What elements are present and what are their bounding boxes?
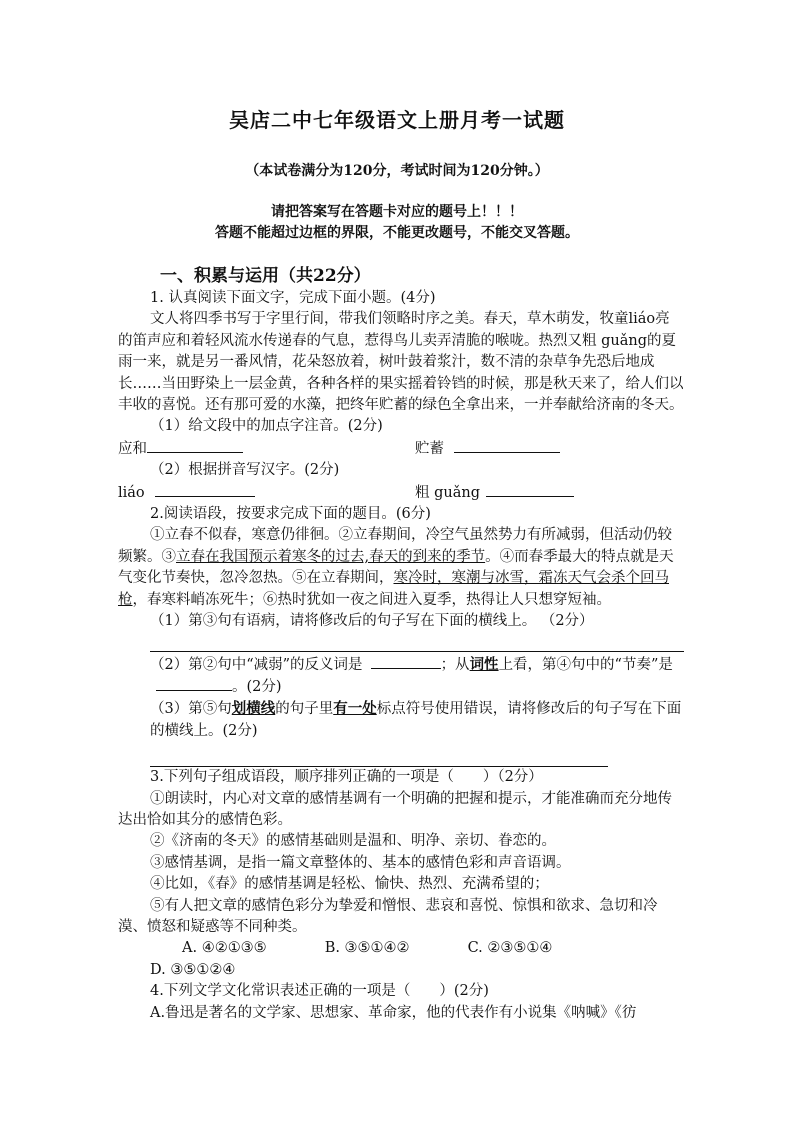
instruction-1: 请把答案写在答题卡对应的题号上！！！ — [271, 204, 523, 220]
q3-s3: ③感情基调，是指一篇文章整体的、基本的感情色彩和声音语调。 — [150, 854, 571, 871]
q3-s2: ②《济南的冬天》的感情基础则是温和、明净、亲切、眷恋的。 — [150, 833, 556, 850]
q3-s4: ④比如，《春》的感情基调是轻松、愉快、热烈、充满希望的； — [150, 876, 549, 893]
exam-note: （本试卷满分为120分，考试时间为120分钟。） — [245, 163, 549, 179]
q2-sub1: （1）第③句有语病，请将修改后的句子写在下面的横线上。 （2分） — [150, 613, 594, 630]
option-a: A. ④②①③⑤ — [182, 940, 267, 957]
word-b: 贮蓄 — [415, 440, 444, 457]
q4-stem: 4.下列文学文化常识表述正确的一项是（ ）(2分) — [150, 983, 489, 1000]
answer-line — [150, 752, 608, 767]
option-b: B. ③⑤①④② — [324, 940, 410, 957]
exam-content — [118, 288, 684, 1024]
page-title: 吴店二中七年级语文上册月考一试题 — [229, 108, 565, 132]
q1-sub2: （2）根据拼音写汉字。(2分) — [150, 462, 340, 479]
q3-stem: 3.下列句子组成语段，顺序排列正确的一项是（ ）（2分） — [150, 769, 543, 786]
q3-s5: ⑤有人把文章的感情色彩分为挚爱和憎恨、悲哀和喜悦、惊惧和欲求、急切和冷漠、愤怒和疑惑等不同种类。 — [118, 897, 658, 935]
q1-sub1: （1）给文段中的加点字注音。(2分) — [150, 418, 383, 435]
q2-sub3: （3）第⑤句划横线的句子里有一处标点符号使用错误，请将修改后的句子写在下面的横线上。(2分) — [150, 700, 682, 739]
q4-option-a: A.鲁迅是著名的文学家、思想家、革命家，他的代表作有小说集《呐喊》《彷 — [150, 1004, 637, 1021]
answer-blank — [147, 438, 243, 453]
q1-row-1 — [118, 438, 684, 460]
q3-options — [118, 938, 684, 981]
section-heading: 一、积累与运用（共22分） — [160, 266, 371, 286]
word-a: 应和 — [118, 440, 147, 457]
instruction-2: 答题不能超过边框的界限，不能更改题号，不能交叉答题。 — [215, 225, 579, 241]
answer-line — [150, 637, 684, 652]
q1-passage: 文人将四季书写于字里行间，带我们领略时序之美。春天，草木萌发，牧童liáo亮的笛声应和着轻风流水传递春的气息，惹得鸟儿卖弄清脆的喉咙。热烈又粗 guǎng的夏雨一来，就是另一番风情，花朵怒放着，树叶鼓着浆汁，数不清的杂草争先恐后地成长……当田野染上一层金黄，各种各样的果实摇着铃铛的时候，那是秋天来了，给人们以丰收的喜悦。还有那可爱的水藻，把终年贮蓄的绿色全拿出来，一并奉献给济南的冬天。 — [118, 311, 684, 414]
q1-stem: 1. 认真阅读下面文字，完成下面小题。(4分) — [150, 290, 436, 306]
q2-stem: 2.阅读语段，按要求完成下面的题目。(6分) — [150, 506, 431, 523]
q2-sub2: （2）第②句中“减弱”的反义词是 ；从词性上看，第④句中的“节奏”是。(2分) — [150, 655, 673, 695]
answer-blank — [155, 482, 255, 497]
answer-blank — [454, 438, 560, 453]
word-d: 粗 guǎng — [415, 484, 480, 501]
word-c: liáo — [118, 484, 145, 501]
q3-s1: ①朗读时，内心对文章的感情基调有一个明确的把握和提示，才能准确而充分地传达出恰如其分的感情色彩。 — [118, 790, 672, 828]
q1-row-2 — [118, 482, 684, 504]
option-d: D. ③⑤①②④ — [150, 961, 236, 978]
q2-passage: ①立春不似春，寒意仍徘徊。②立春期间，冷空气虽然势力有所减弱，但活动仍较频繁。③立春在我国预示着寒冬的过去,春天的到来的季节。④而春季最大的特点就是天气变化节奏快，忽冷忽热。⑤在立春期间，寒冷时，寒潮与冰雪，霜冻天气会杀个回马枪，春寒料峭冻死牛；⑥热时犹如一夜之间进入夏季，热得让人只想穿短袖。 — [118, 527, 674, 608]
answer-blank — [486, 482, 574, 497]
option-c: C. ②③⑤①④ — [467, 940, 553, 957]
